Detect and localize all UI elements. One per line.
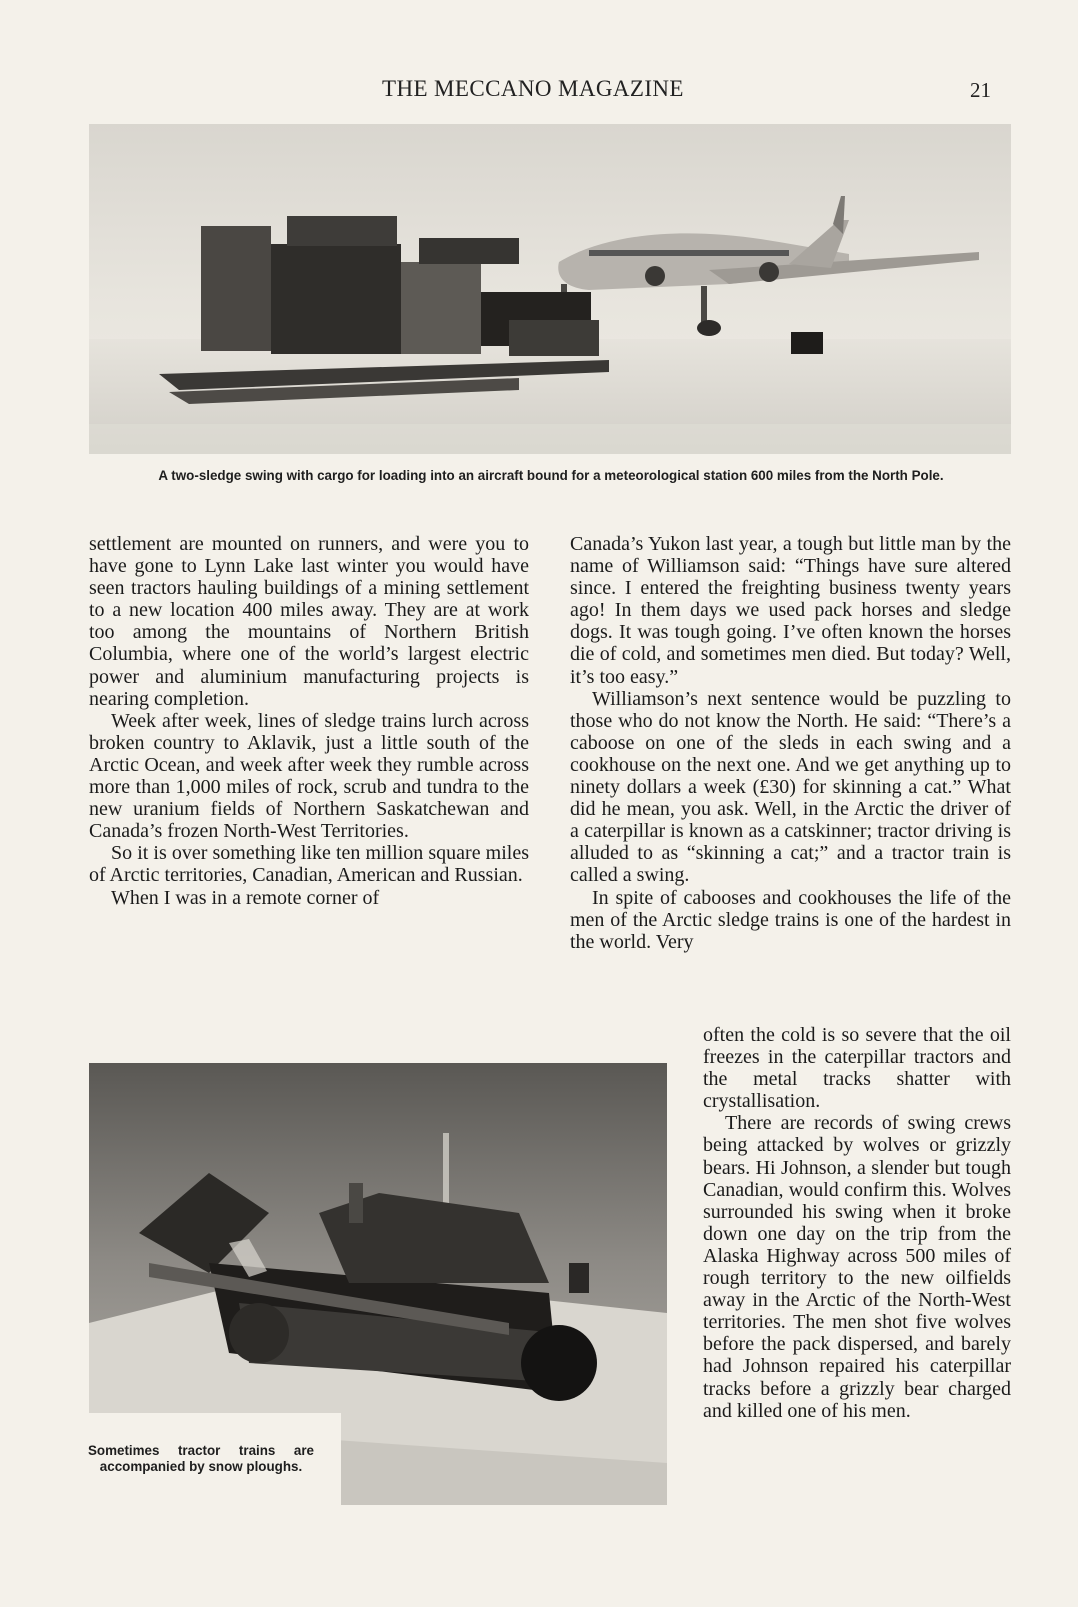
narrow-paragraph-2: There are records of swing crews being attacked by wolves or grizzly bears. Hi Johnson, a slender but tough Canadian, would confirm this. Wolves surrounded his swing when it broke down one day on the trip from the Alaska Highway across 500 miles of rough territory to the new oilfields away in the Arctic of the North-West territories. The men shot five wolves before the pack dispersed, and barely had Johnson repaired his caterpillar tracks before a grizzly bear charged and killed one of his men. [703,1112,1011,1422]
photo-sledge-swing-aircraft-image [89,124,1011,454]
caption-top-photo: A two-sledge swing with cargo for loading into an aircraft bound for a meteorological station 600 miles from the North Pole. [158,468,944,483]
left-paragraph-3: So it is over something like ten million square miles of Arctic territories, Canadian, American and Russian. [89,842,529,887]
page-number: 21 [970,78,991,102]
left-paragraph-4: When I was in a remote corner of [111,886,380,909]
left-paragraph-1: settlement are mounted on runners, and were you to have gone to Lynn Lake last winter you would have seen tractors hauling buildings of a mining settlement to a new location 400 miles away. They are at work too among the mountains of Northern British Columbia, where one of the world’s largest electric power and aluminium manufacturing projects is nearing completion. [89,533,529,710]
right-paragraph-3: In spite of cabooses and cookhouses the life of the men of the Arctic sledge trains is one of the hardest in the world. Very [570,886,1011,953]
left-paragraph-2: Week after week, lines of sledge trains lurch across broken country to Aklavik, just a little south of the Arctic Ocean, and week after week they rumble across more than 1,000 miles of rock, scrub and tundra to the new uranium fields of Northern Saskatchewan and Canada’s frozen North-West Territories. [89,709,529,843]
running-head: THE MECCANO MAGAZINE [382,76,684,101]
narrow-paragraph-1: often the cold is so severe that the oil freezes in the caterpillar tractors and the metal tracks shatter with crystallisation. [703,1024,1011,1113]
right-paragraph-2: Williamson’s next sentence would be puzzling to those who do not know the North. He said: “There’s a caboose on one of the sleds in each swing and a cookhouse on the next one. And we get anything up to ninety dollars a week (£30) for skinning a cat.” What did he mean, you ask. Well, in the Arctic the driver of a caterpillar is known as a catskinner; tractor driving is alluded to as “skinning a cat;” and a tractor train is called a swing. [570,687,1011,887]
caption-bottom-photo: Sometimes tractor trains are accompanied by snow ploughs. [88,1443,314,1474]
photo-sledge-swing-aircraft [89,124,1011,454]
column-left [89,533,529,909]
right-paragraph-1: Canada’s Yukon last year, a tough but little man by the name of Williamson said: “Things have sure altered since. I entered the freighting business twenty years ago! In them days we used pack horses and sledge dogs. It was tough going. I’ve often known the horses die of cold, and sometimes men died. But today? Well, it’s too easy.” [570,533,1011,688]
column-narrow [703,1024,1011,1422]
column-right [570,533,1011,953]
